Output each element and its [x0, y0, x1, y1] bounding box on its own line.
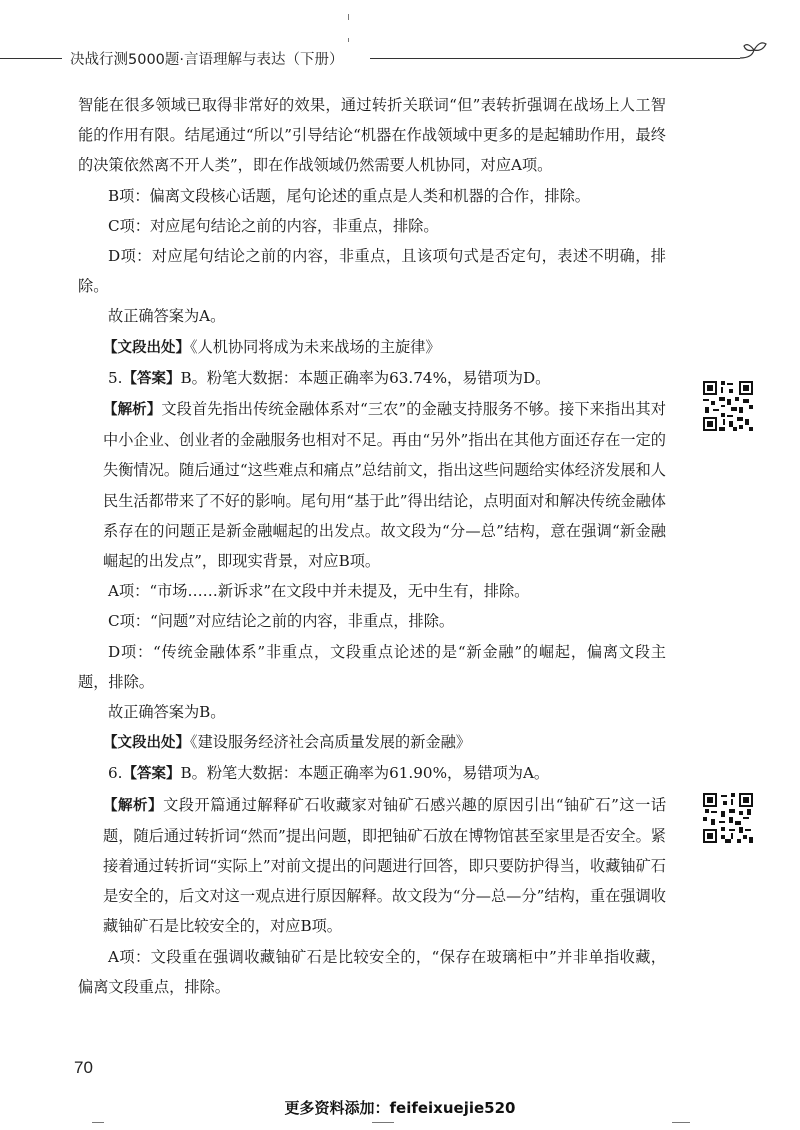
question-number: 6.	[108, 764, 123, 783]
header-rule-right	[370, 58, 740, 59]
answer-label: 【答案】	[122, 766, 181, 783]
header-title: 决战行测5000题·言语理解与表达（下册）	[70, 52, 344, 68]
source-label: 【文段出处】	[103, 735, 190, 752]
footer-note: 更多资料添加：feifeixuejie520	[284, 1099, 516, 1117]
paragraph: A项：文段重在强调收藏铀矿石是比较安全的，“保存在玻璃柜中”并非单指收藏，偏离文段重点，排除。	[78, 947, 666, 996]
source-line	[78, 332, 666, 363]
scan-speck	[348, 38, 349, 42]
answer-line	[78, 363, 666, 394]
source-label: 【文段出处】	[103, 339, 190, 356]
answer-text: B。粉笔大数据：本题正确率为63.74%，易错项为D。	[180, 368, 551, 387]
page-number: 70	[74, 1058, 93, 1077]
paragraph: D项：对应尾句结论之前的内容，非重点，且该项句式是否定句，表述不明确，排除。	[78, 247, 666, 296]
scan-speck	[372, 1122, 394, 1123]
paragraph: 故正确答案为A。	[108, 307, 226, 326]
scan-speck	[348, 14, 349, 20]
source-title: 《建设服务经济社会高质量发展的新金融》	[190, 733, 471, 752]
analysis-label: 【解析】	[103, 402, 162, 419]
analysis-label: 【解析】	[103, 797, 164, 814]
source-title: 《人机协同将成为未来战场的主旋律》	[190, 337, 441, 356]
page-body	[78, 90, 666, 1002]
scan-speck	[672, 1122, 690, 1123]
question-number: 5.	[108, 368, 123, 387]
paragraph: 智能在很多领域已取得非常好的效果，通过转折关联词“但”表转折强调在战场上人工智能的作用有限。结尾通过“所以”引导结论“机器在作战领域中更多的是起辅助作用，最终的决策依然离不开人类”，即在作战领域仍然需要人机协同，对应A项。	[78, 96, 666, 175]
analysis-text: 文段开篇通过解释矿石收藏家对铀矿石感兴趣的原因引出“铀矿石”这一话题，随后通过转折词“然而”提出问题，即把铀矿石放在博物馆甚至家里是否安全。紧接着通过转折词“实际上”对前文提出的问题进行回答，即只要防护得当，收藏铀矿石是安全的，后文对这一观点进行原因解释。故文段为“分—总—分”结构，重在强调收藏铀矿石是比较安全的，对应B项。	[103, 795, 667, 936]
qr-code-icon[interactable]	[703, 381, 753, 431]
analysis-paragraph	[78, 394, 666, 576]
paragraph: C项：“问题”对应结论之前的内容，非重点，排除。	[108, 612, 455, 631]
paragraph: C项：对应尾句结论之前的内容，非重点，排除。	[108, 216, 439, 235]
answer-label: 【答案】	[122, 370, 181, 387]
analysis-paragraph	[78, 790, 666, 942]
paragraph: D项：“传统金融体系”非重点，文段重点论述的是“新金融”的崛起，偏离文段主题，排除。	[78, 642, 666, 691]
qr-code-icon[interactable]	[703, 793, 753, 843]
paragraph: A项：“市场……新诉求”在文段中并未提及，无中生有，排除。	[108, 582, 530, 601]
answer-line	[78, 758, 666, 789]
source-line	[78, 727, 666, 758]
analysis-text: 文段首先指出传统金融体系对“三农”的金融支持服务不够。接下来指出其对中小企业、创业者的金融服务也相对不足。再由“另外”指出在其他方面还存在一定的失衡情况。随后通过“这些难点和痛点”总结前文，指出这些问题给实体经济发展和人民生活都带来了不好的影响。尾句用“基于此”得出结论，点明面对和解决传统金融体系存在的问题正是新金融崛起的出发点。故文段为“分—总”结构，意在强调“新金融崛起的出发点”，即现实背景，对应B项。	[103, 400, 666, 571]
sprout-icon	[736, 38, 770, 66]
paragraph: B项：偏离文段核心话题，尾句论述的重点是人类和机器的合作，排除。	[108, 186, 590, 205]
scan-speck	[92, 1122, 104, 1123]
running-header	[0, 44, 800, 74]
answer-text: B。粉笔大数据：本题正确率为61.90%，易错项为A。	[180, 764, 550, 783]
header-rule-left	[0, 58, 62, 59]
paragraph: 故正确答案为B。	[108, 703, 226, 722]
